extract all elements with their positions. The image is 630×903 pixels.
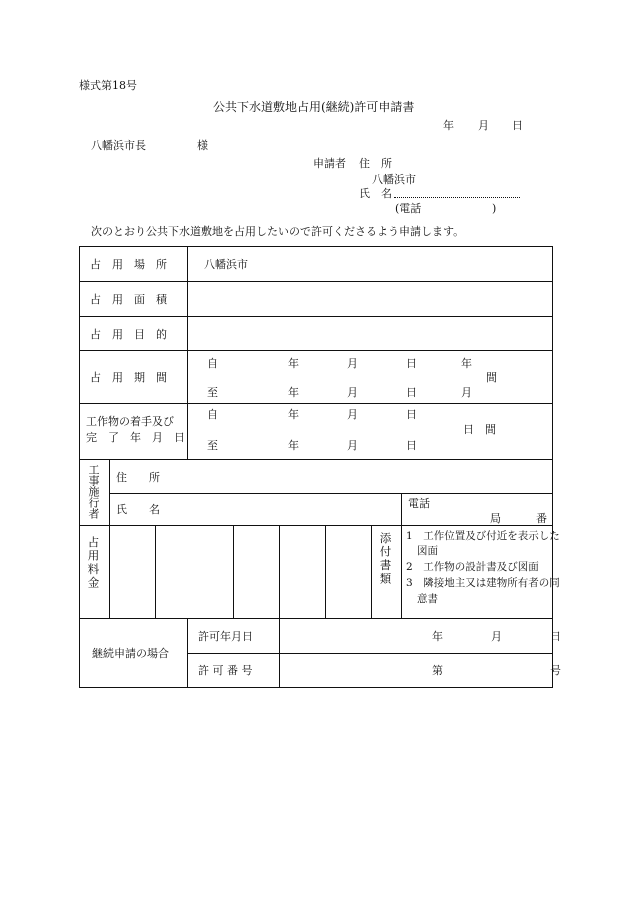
attach-item-3b: 意書 (417, 593, 439, 605)
period-value-cell[interactable] (188, 351, 553, 404)
contractor-phone-cell[interactable] (402, 494, 553, 526)
honorific: 様 (197, 139, 208, 152)
form-title: 公共下水道敷地占用(継続)許可申請書 (213, 100, 415, 114)
permit-no-suffix: 号 (550, 664, 562, 677)
phone-number-label: 番 (536, 512, 548, 525)
period-from: 自 (207, 357, 219, 370)
name-label: 氏 名 (359, 187, 392, 200)
renewal-label-cell (80, 619, 188, 688)
application-table (79, 246, 562, 688)
contractor-phone-label: 電話 (408, 497, 431, 510)
fee-digit-cell-1[interactable] (110, 526, 156, 619)
works-to: 至 (207, 439, 219, 452)
phone-close: ) (492, 202, 497, 215)
form-number: 様式第18号 (79, 79, 137, 92)
period-between: 間 (486, 371, 498, 384)
contractor-address-cell[interactable] (110, 460, 553, 494)
intro-text: 次のとおり公共下水道敷地を占用したいので許可くださるよう申請します。 (91, 225, 465, 238)
works-from-year: 年 (288, 408, 300, 421)
works-from: 自 (207, 408, 219, 421)
address-value: 八幡浜市 (372, 173, 416, 186)
attach-label: 添付書類 (378, 532, 393, 586)
fee-digit-cell-5[interactable] (326, 526, 372, 619)
attach-item-1: 1 工作位置及び付近を表示した (406, 530, 560, 542)
applicant-label: 申請者 (313, 157, 346, 170)
works-to-month: 月 (347, 439, 359, 452)
area-label-cell (80, 282, 188, 317)
permit-no-label: 許 可 番 号 (198, 664, 253, 677)
period-from-year: 年 (288, 357, 300, 370)
purpose-label: 占 用 目 的 (90, 328, 167, 341)
works-value-cell[interactable] (188, 404, 553, 460)
works-label-line1: 工作物の着手及び (86, 415, 174, 428)
attach-item-3: 3 隣接地主又は建物所有者の同 (406, 577, 560, 589)
period-from-month: 月 (347, 357, 359, 370)
works-label-cell (80, 404, 188, 460)
place-value-cell[interactable] (188, 247, 553, 282)
works-to-day: 日 (406, 439, 418, 452)
works-label-line2: 完 了 年 月 日 (86, 431, 185, 444)
fee-label: 占用料金 (86, 536, 101, 590)
contractor-name-label: 氏 名 (116, 503, 160, 516)
addressee: 八幡浜市長 (91, 139, 146, 152)
period-to-month: 月 (347, 386, 359, 399)
works-from-month: 月 (347, 408, 359, 421)
fee-digit-cell-4[interactable] (280, 526, 326, 619)
permit-date-label: 許可年月日 (198, 630, 254, 643)
permit-date-label-cell (188, 619, 280, 654)
name-dotted-line (394, 197, 520, 198)
works-to-year: 年 (288, 439, 300, 452)
phone-open: (電話 (395, 202, 422, 215)
permit-no-label-cell (188, 654, 280, 688)
works-days: 日 間 (463, 423, 497, 436)
period-from-day: 日 (406, 357, 418, 370)
period-label-cell (80, 351, 188, 404)
period-to-day: 日 (406, 386, 418, 399)
contractor-label: 工事施行者 (87, 464, 100, 519)
contractor-name-cell[interactable] (110, 494, 402, 526)
attach-item-1b: 図面 (417, 545, 439, 557)
period-to-year: 年 (288, 386, 300, 399)
purpose-label-cell (80, 317, 188, 351)
fee-digit-cell-3[interactable] (234, 526, 280, 619)
period-total-month: 月 (461, 386, 473, 399)
permit-no-value-cell[interactable] (280, 654, 562, 688)
place-value: 八幡浜市 (204, 258, 249, 271)
purpose-value-cell[interactable] (188, 317, 553, 351)
fee-digit-cell-2[interactable] (156, 526, 234, 619)
contractor-label-cell (80, 460, 110, 526)
address-label: 住 所 (359, 157, 392, 170)
area-value-cell[interactable] (188, 282, 553, 317)
permit-date-value-cell[interactable] (280, 619, 562, 654)
works-from-day: 日 (406, 408, 418, 421)
renewal-label: 継続申請の場合 (92, 647, 169, 660)
date-month-label: 月 (478, 119, 489, 132)
fee-label-cell (80, 526, 110, 619)
area-label: 占 用 面 積 (90, 293, 167, 306)
period-label: 占 用 期 間 (90, 371, 167, 384)
attach-list-cell (402, 526, 560, 619)
date-day-label: 日 (512, 119, 523, 132)
contractor-address-label: 住 所 (116, 471, 160, 484)
permit-date-month: 月 (491, 630, 503, 643)
permit-date-day: 日 (550, 630, 562, 643)
period-total-year: 年 (461, 357, 473, 370)
attach-label-cell (372, 526, 402, 619)
place-label-cell (80, 247, 188, 282)
place-label: 占 用 場 所 (90, 258, 167, 271)
phone-exchange-label: 局 (490, 512, 502, 525)
attach-item-2: 2 工作物の設計書及び図面 (406, 561, 539, 573)
date-year-label: 年 (443, 119, 454, 132)
permit-date-year: 年 (432, 630, 444, 643)
period-to: 至 (207, 386, 219, 399)
permit-no-prefix: 第 (432, 664, 444, 677)
